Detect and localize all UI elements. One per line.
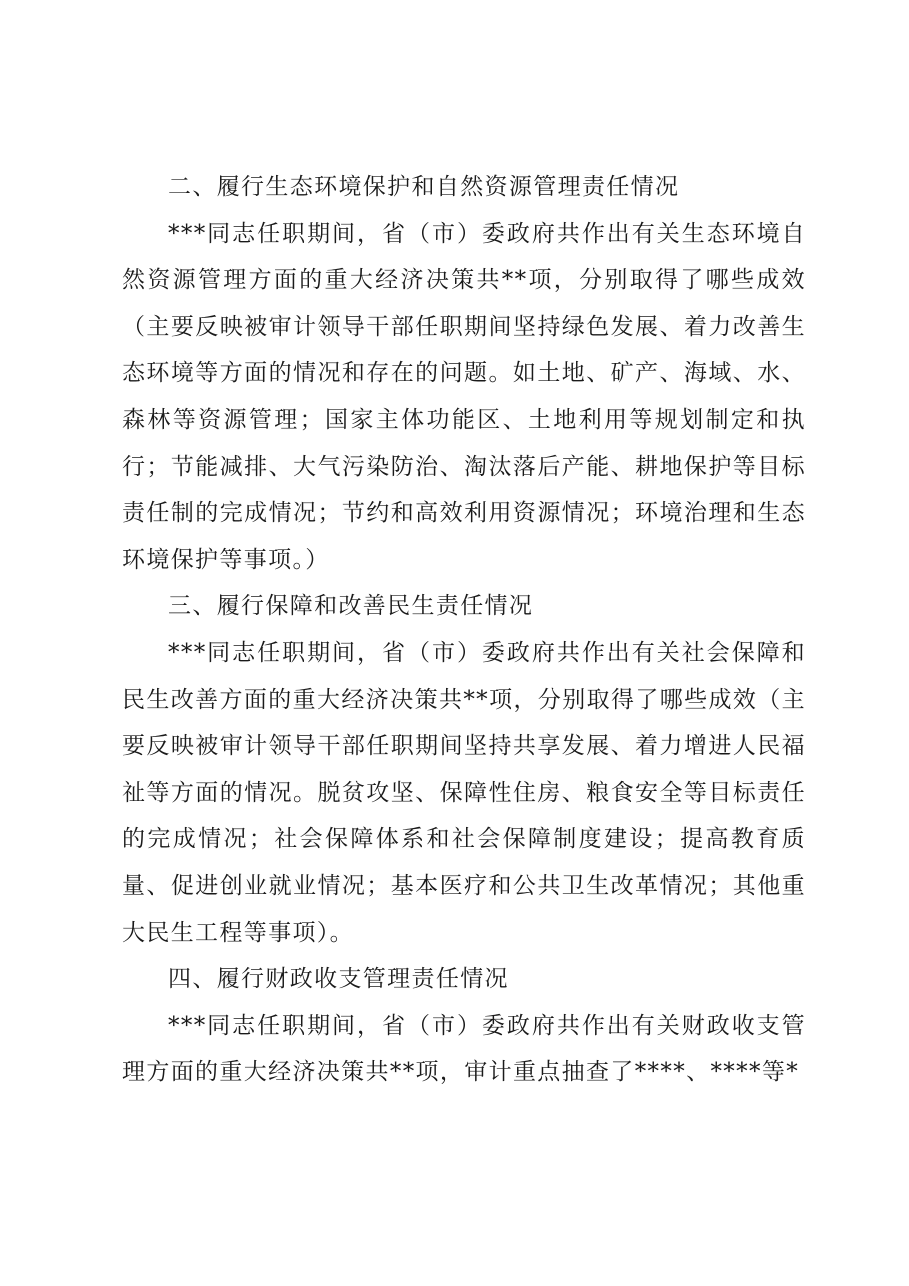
section-heading: 四、履行财政收支管理责任情况 — [168, 966, 509, 993]
section-heading: 三、履行保障和改善民生责任情况 — [168, 593, 534, 620]
document-body — [122, 164, 806, 1096]
section-paragraph: ***同志任职期间，省（市）委政府共作出有关社会保障和民生改善方面的重大经济决策共**项，分别取得了哪些成效（主要反映被审计领导干部任职期间坚持共享发展、着力增进人民福祉等方面的情况。脱贫攻坚、保障性住房、粮食安全等目标责任的完成情况；社会保障体系和社会保障制度建设；提高教育质量、促进创业就业情况；基本医疗和公共卫生改革情况；其他重大民生工程等事项）。 — [122, 639, 806, 946]
section-heading: 二、履行生态环境保护和自然资源管理责任情况 — [168, 174, 680, 200]
section-paragraph: ***同志任职期间，省（市）委政府共作出有关财政收支管理方面的重大经济决策共**项，审计重点抽查了****、****等* — [122, 1012, 806, 1086]
section-paragraph: ***同志任职期间，省（市）委政府共作出有关生态环境自然资源管理方面的重大经济决策共**项，分别取得了哪些成效（主要反映被审计领导干部任职期间坚持绿色发展、着力改善生态环境等方面的情况和存在的问题。如土地、矿产、海域、水、森林等资源管理；国家主体功能区、土地利用等规划制定和执行；节能减排、大气污染防治、淘汰落后产能、耕地保护等目标责任制的完成情况；节约和高效利用资源情况；环境治理和生态环境保护等事项。） — [122, 220, 806, 573]
